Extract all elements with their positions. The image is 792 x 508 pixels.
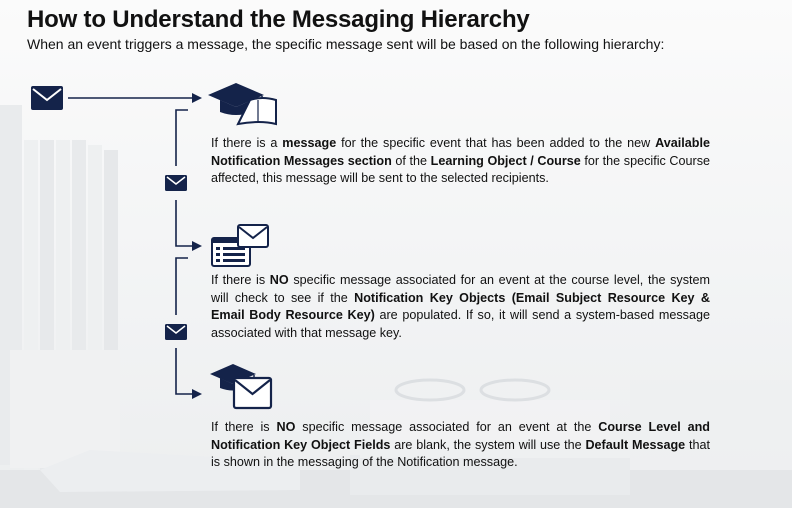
body-text: for the specific event that has been added to the new: [336, 136, 656, 150]
body-text: are blank, the system will use the: [390, 437, 586, 452]
emphasis-text: Course Level and Notification Key Object Fields: [211, 420, 711, 452]
start-envelope-icon: [31, 86, 63, 110]
emphasis-text: Default Message: [585, 437, 686, 452]
emphasis-text: message: [282, 136, 337, 150]
body-text: If there is: [211, 273, 270, 287]
message-list-envelope-icon: [212, 225, 268, 266]
page-title: How to Understand the Messaging Hierarchy: [27, 6, 530, 33]
step-3-description: [211, 419, 710, 472]
emphasis-text: Learning Object / Course: [430, 153, 581, 168]
body-text: are populated. If so, it will send a system-based message associated with that message key.: [211, 308, 710, 340]
page-subtitle: When an event triggers a message, the specific message sent will be based on the following hierarchy:: [27, 36, 665, 52]
body-text: If there is a: [211, 136, 283, 150]
step-1-description: [211, 135, 710, 188]
graduation-cap-book-icon: [208, 83, 276, 124]
emphasis-text: NO: [269, 273, 289, 287]
emphasis-text: NO: [276, 420, 296, 434]
body-text: specific message associated for an event at the course level, the system will check to see if the: [211, 273, 710, 305]
body-text: of the: [391, 153, 431, 168]
connector-envelope-icon: [165, 175, 187, 191]
body-text: If there is: [211, 420, 277, 434]
graduation-cap-envelope-icon: [210, 364, 271, 408]
body-text: specific message associated for an event at the: [295, 420, 599, 434]
step-2-description: [211, 272, 710, 342]
body-text: for the specific Course affected, this message will be sent to the selected recipients.: [211, 153, 710, 185]
emphasis-text: Available Notification Messages section: [211, 136, 710, 168]
body-text: that is shown in the messaging of the Notification message.: [211, 437, 710, 469]
connector-envelope-icon: [165, 324, 187, 340]
emphasis-text: Notification Key Objects (Email Subject Resource Key & Email Body Resource Key): [211, 290, 710, 322]
